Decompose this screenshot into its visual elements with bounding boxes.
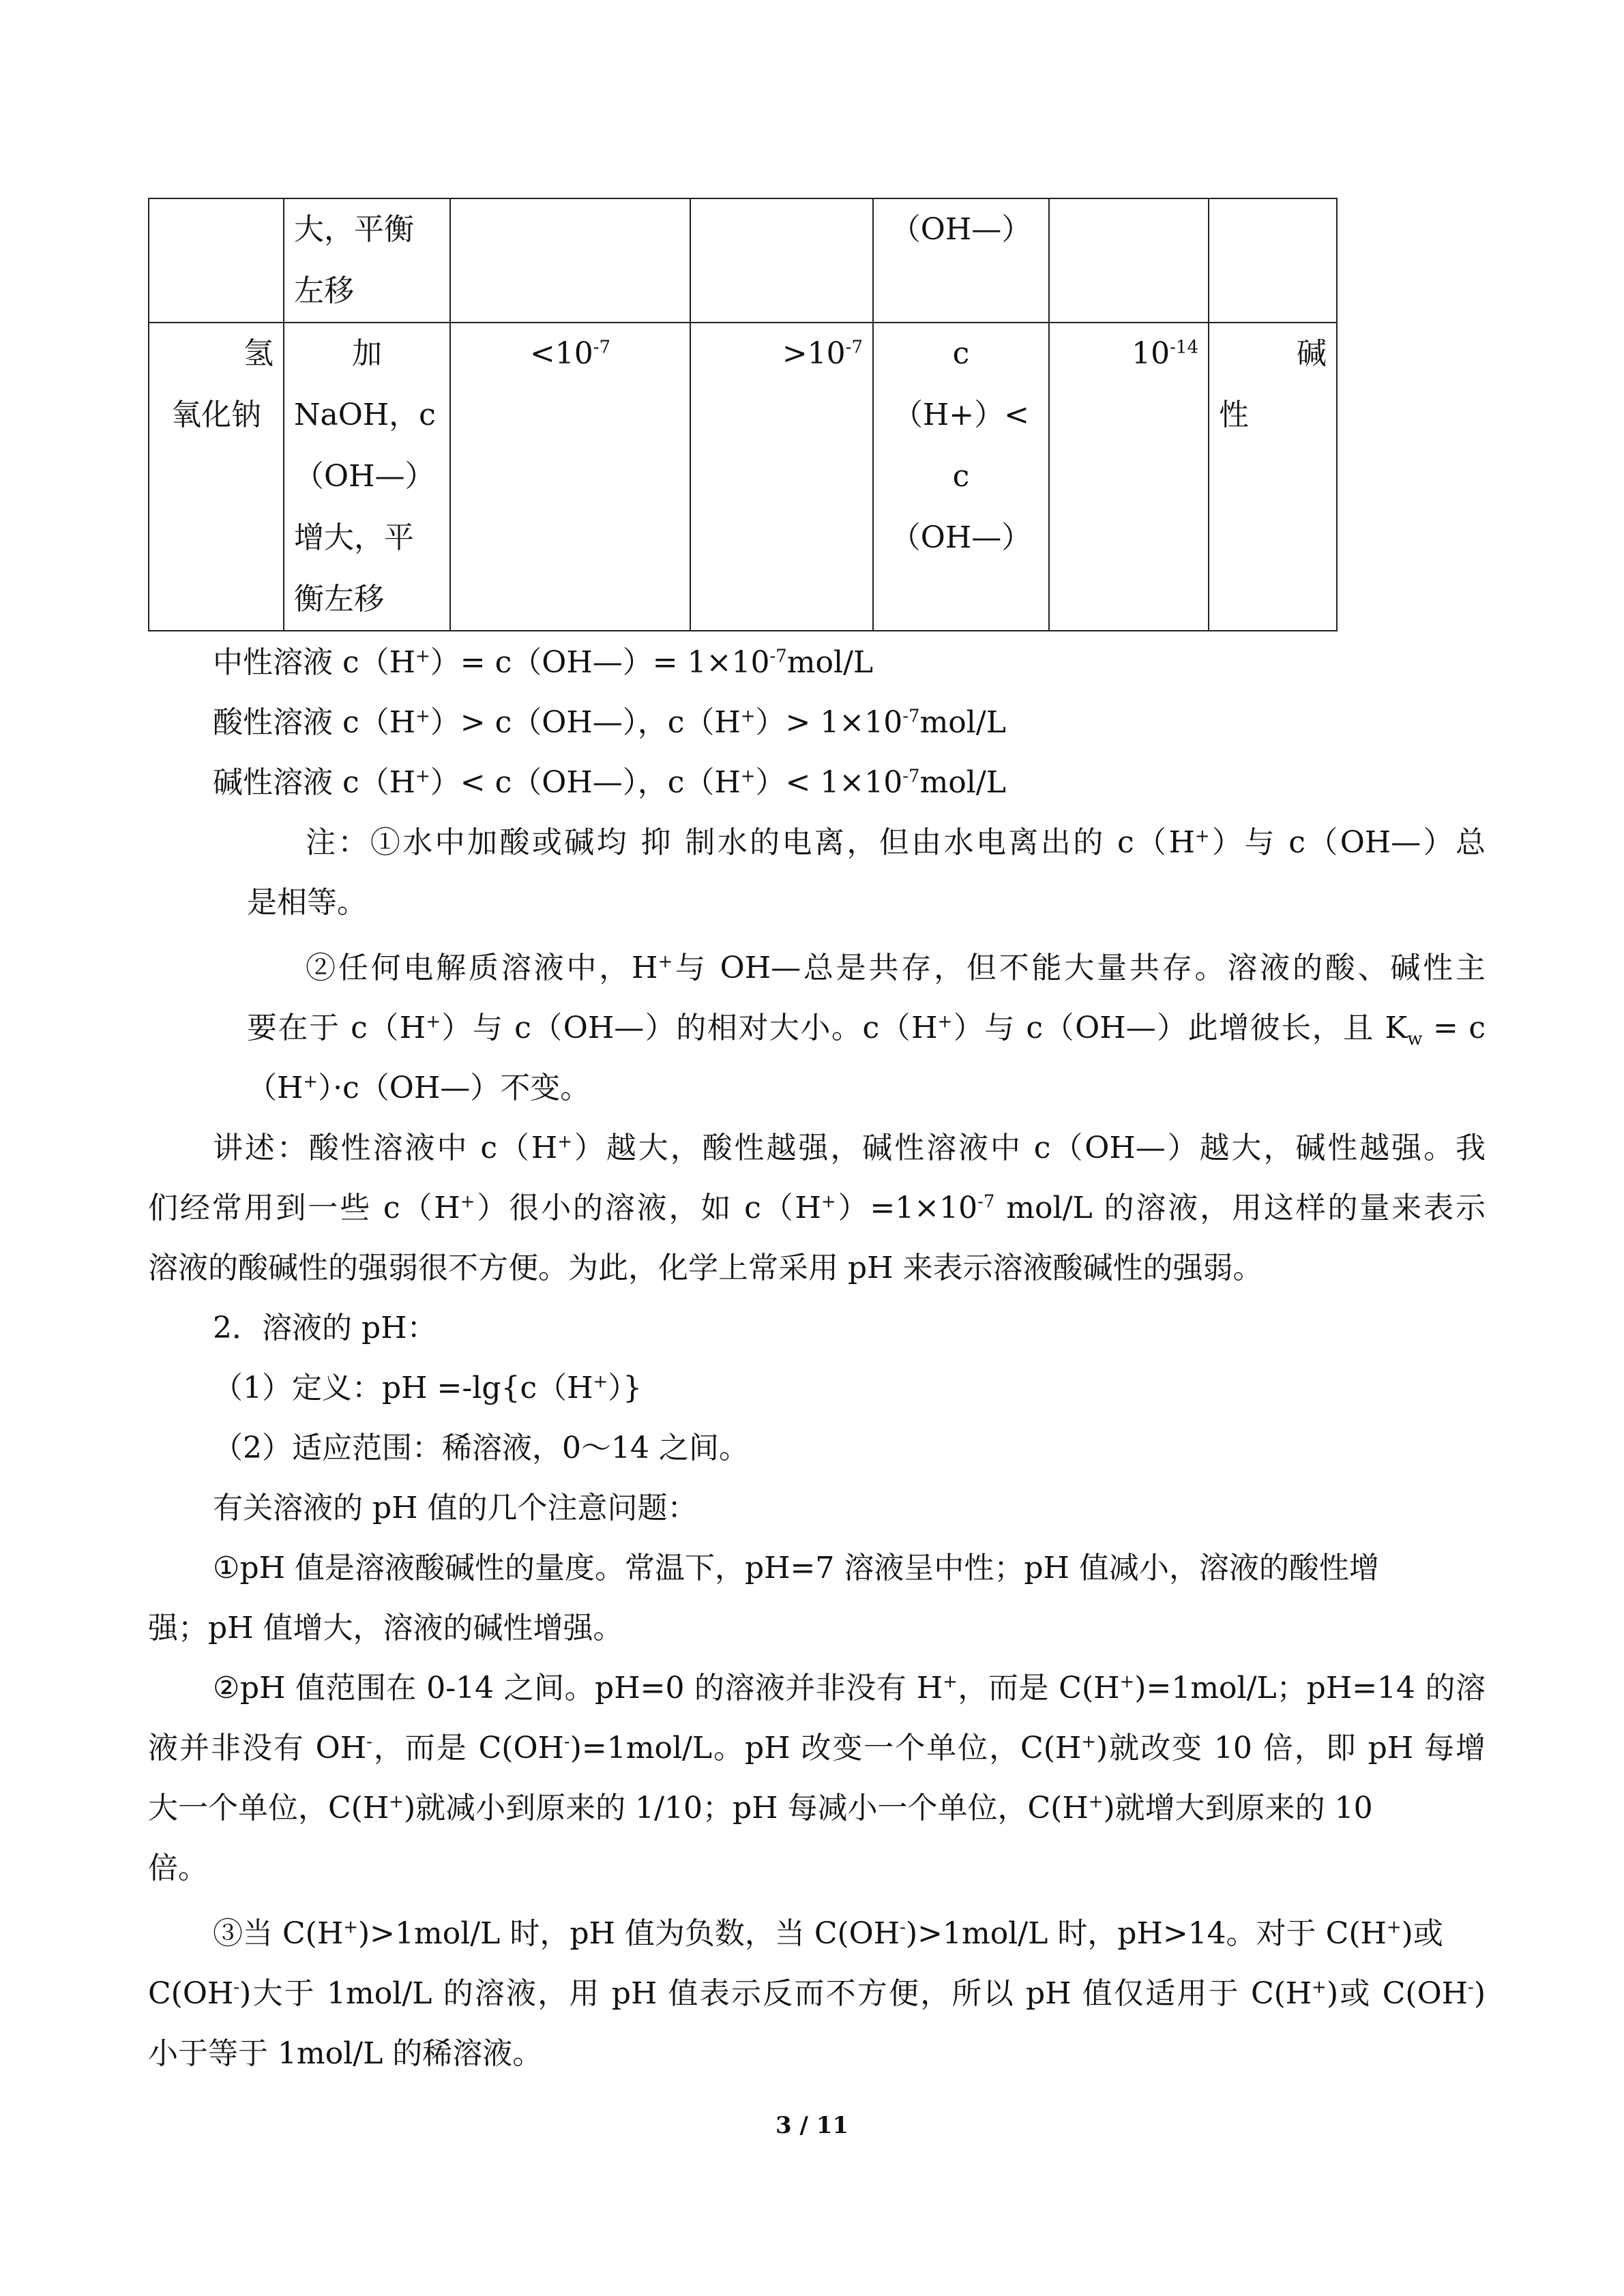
table-cell: [690, 198, 873, 323]
section-heading: 2．溶液的 pH：: [213, 1311, 437, 1345]
text-line: C(OH-)大于 1mol/L 的溶液，用 pH 值表示反而不方便，所以 pH 值仅适用于 C(H+)或 C(OH-): [148, 1976, 1486, 2011]
text-line: 讲述：酸性溶液中 c（H+）越大，酸性越强，碱性溶液中 c（OH—）越大，碱性越强。我: [213, 1131, 1486, 1165]
text-line: 强；pH 值增大，溶液的碱性增强。: [148, 1611, 623, 1645]
table-cell: c （H+）< c （OH—）: [873, 323, 1049, 631]
page-number: 3 / 11: [775, 2112, 849, 2139]
text-line: ②pH 值范围在 0-14 之间。pH=0 的溶液并非没有 H+，而是 C(H+)=1mol/L；pH=14 的溶: [213, 1671, 1486, 1705]
table-cell: 氢 氧化钠: [149, 323, 284, 631]
text-line: （1）定义：pH =-lg{c（H+）}: [213, 1371, 643, 1405]
table-row: [149, 323, 1337, 631]
ionization-table: [148, 198, 1338, 631]
table-cell: [1209, 198, 1337, 323]
text-line: 液并非没有 OH-，而是 C(OH-)=1mol/L。pH 改变一个单位，C(H+)就改变 10 倍，即 pH 每增: [148, 1731, 1486, 1765]
text-line: 碱性溶液 c（H+）< c（OH—），$c(H^+)< 1\times 10^{-7}mol/L$: [213, 765, 1006, 800]
table-cell: 大，平衡 左移: [284, 198, 450, 323]
text-line: 大一个单位，C(H+)就减小到原来的 1/10；pH 每减小一个单位，C(H+)就增大到原来的 10: [148, 1791, 1373, 1825]
table-cell: 加 NaOH，c （OH—） 增大，平 衡左移: [284, 323, 450, 631]
table-cell: [149, 198, 284, 323]
text-line: 是相等。: [247, 885, 367, 920]
text-line: （2）适应范围：稀溶液，0～14 之间。: [213, 1431, 749, 1465]
table-row: [149, 198, 1337, 323]
table-cell: [1049, 198, 1209, 323]
text-line: （H+）·c（OH—）不变。: [247, 1071, 591, 1105]
table-cell: $10^{-14}$: [1049, 323, 1209, 631]
text-line: 要在于 c（H+）与 c（OH—）的相对大小。c（H+）与 c（OH—）此增彼长，且 $K_w = c$: [247, 1011, 1486, 1049]
text-line: 倍。: [148, 1851, 208, 1885]
text-line: 们经常用到一些 c（H+）很小的溶液，如 $c(H^+)=1\times 10^{-7}$ mol/L 的溶液，用这样的量来表示: [148, 1191, 1486, 1225]
table-cell: $<10^{-7}$: [450, 323, 690, 631]
text-line: ②任何电解质溶液中，H+与 OH—总是共存，但不能大量共存。溶液的酸、碱性主: [306, 951, 1486, 985]
text-line: 有关溶液的 pH 值的几个注意问题：: [213, 1491, 698, 1525]
text-line: 溶液的酸碱性的强弱很不方便。为此，化学上常采用 pH 来表示溶液酸碱性的强弱。: [148, 1251, 1263, 1285]
text-line: ①pH 值是溶液酸碱性的量度。常温下，pH=7 溶液呈中性；pH 值减小，溶液的酸性增: [213, 1551, 1379, 1585]
text-line: 酸性溶液 c（H+）> c（OH—），$c(H^+)> 1\times 10^{-7}mol/L$: [213, 705, 1006, 740]
table-cell: $>10^{-7}$: [690, 323, 873, 631]
text-line: ③当 C(H+)>1mol/L 时，pH 值为负数，当 C(OH-)>1mol/L 时，pH>14。对于 C(H+)或: [213, 1916, 1443, 1951]
table-cell: 碱 性: [1209, 323, 1337, 631]
text-line: 小于等于 1mol/L 的稀溶液。: [148, 2036, 543, 2071]
table-cell: （OH—）: [873, 198, 1049, 323]
text-line: 中性溶液 c（H+）= c（OH—）= $1\times 10^{-7}mol/L$: [213, 645, 874, 680]
text-line: 注：①水中加酸或碱均 抑 制水的电离，但由水电离出的 c（H+）与 c（OH—）总: [306, 825, 1486, 860]
table-cell: [450, 198, 690, 323]
